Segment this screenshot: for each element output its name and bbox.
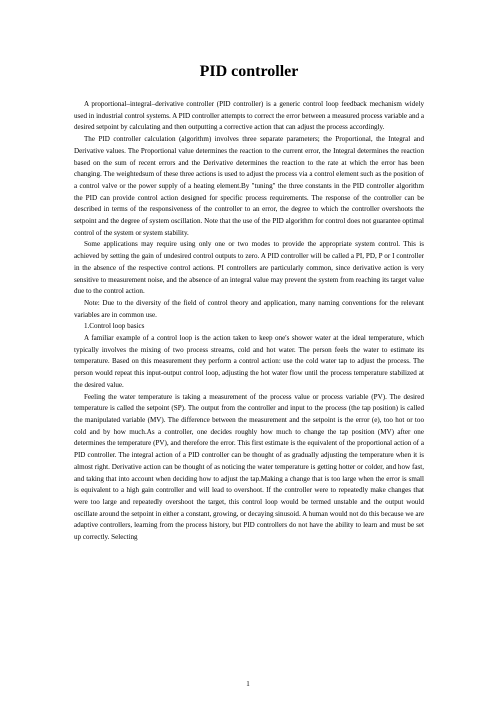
paragraph-shower-example: A familiar example of a control loop is the action taken to keep one's shower water at the ideal temperature, which typically involves the mixing of two process streams, cold and hot water. The person feels the water to estimate its temperature. Based on this measurement they perform a control action: use the cold water tap to adjust the process. The person would repeat this input-output control loop, adjusting the hot water flow until the process temperature stabilized at the desired value. xyxy=(74,334,424,389)
document-title: PID controller xyxy=(199,63,299,80)
paragraph-algorithm: The PID controller calculation (algorithm) involves three separate parameters; the Proportional, the Integral and Derivative values. The Proportional value determines the reaction to the current error, the Integral determines the reaction based on the sum of recent errors and the Derivative determines the reaction to the rate at which the error has been changing. The weightedsum of these three actions is used to adjust the process via a control element such as the position of a control valve or the power supply of a heating element.By "tuning" the three constants in the PID controller algorithm the PID can provide control action designed for specific process requirements. The response of the controller can be described in terms of the responsiveness of the controller to an error, the degree to which the controller overshoots the setpoint and the degree of system oscillation. Note that the use of the PID algorithm for control does not guarantee optimal control of the system or system stability. xyxy=(74,135,424,237)
paragraph-applications: Some applications may require using only one or two modes to provide the appropriate system control. This is achieved by setting the gain of undesired control outputs to zero. A PID controller will be called a PI, PD, P or I controller in the absence of the respective control actions. PI controllers are particularly common, since derivative action is very sensitive to measurement noise, and the absence of an integral value may prevent the system from reaching its target value due to the control action. xyxy=(74,240,424,296)
paragraph-note: Note: Due to the diversity of the field of control theory and application, many naming conventions for the relevant variables are in common use. xyxy=(74,298,424,319)
section-heading-control-loop-basics: 1.Control loop basics xyxy=(83,322,145,331)
page-number: 1 xyxy=(246,680,250,688)
document-page xyxy=(74,62,424,544)
paragraph-intro: A proportional–integral–derivative controller (PID controller) is a generic control loop feedback mechanism widely used in industrial control systems. A PID controller attempts to correct the error between a measured process variable and a desired setpoint by calculating and then outputting a corrective action that can adjust the process accordingly. xyxy=(74,100,424,132)
paragraph-process-variable: Feeling the water temperature is taking a measurement of the process value or process variable (PV). The desired temperature is called the setpoint (SP). The output from the controller and input to the process (the tap position) is called the manipulated variable (MV). The difference between the measurement and the setpoint is the error (e), too hot or too cold and by how much.As a controller, one decides roughly how much to change the tap position (MV) after one determines the temperature (PV), and therefore the error. This first estimate is the equivalent of the proportional action of a PID controller. The integral action of a PID controller can be thought of as gradually adjusting the temperature when it is almost right. Derivative action can be thought of as noticing the water temperature is getting hotter or colder, and how fast, and taking that into account when deciding how to adjust the tap.Making a change that is too large when the error is small is equivalent to a high gain controller and will lead to overshoot. If the controller were to repeatedly make changes that were too large and repeatedly overshoot the target, this control loop would be termed unstable and the output would oscillate around the setpoint in either a constant, growing, or decaying sinusoid. A human would not do this because we are adaptive controllers, learning from the process history, but PID controllers do not have the ability to learn and must be set up correctly. Selecting xyxy=(74,392,424,542)
